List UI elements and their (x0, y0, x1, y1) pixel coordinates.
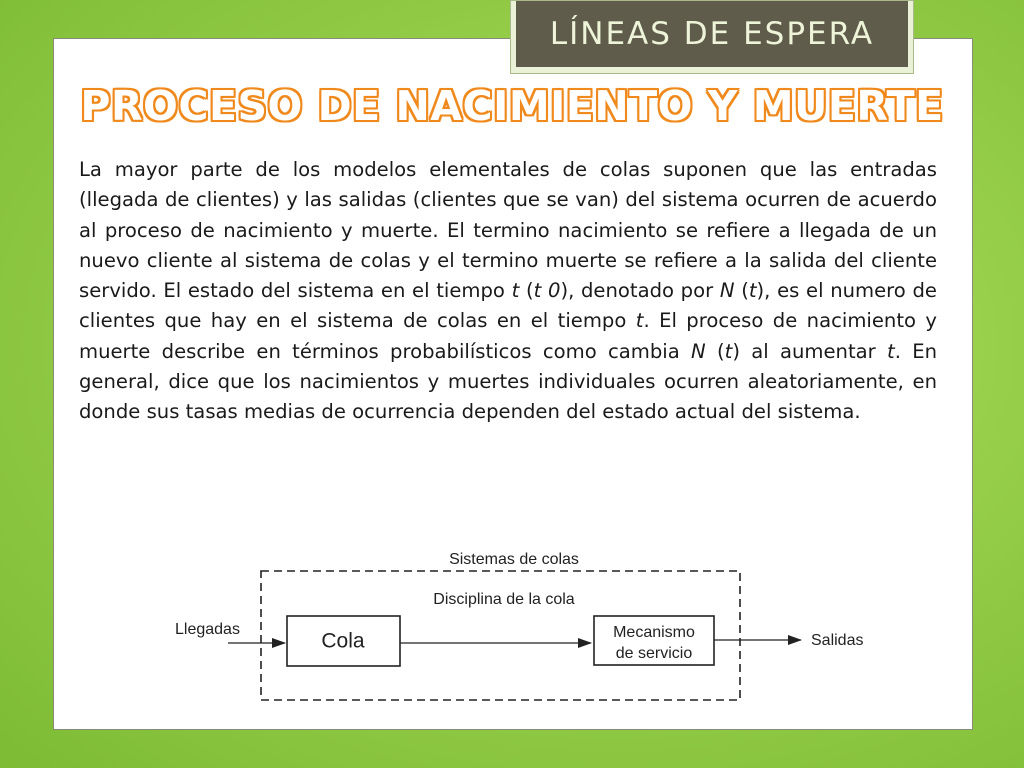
slide-title: PROCESO DE NACIMIENTO Y MUERTE (80, 82, 944, 130)
paragraph-segment: t (724, 339, 733, 363)
paragraph-segment: ( (519, 279, 534, 303)
discipline-label: Disciplina de la cola (433, 591, 575, 608)
system-label: Sistemas de colas (449, 551, 579, 568)
paragraph-segment: La mayor parte de los modelos elementales de colas suponen que las entradas (llegada de clientes) y las salidas (clientes que se van) del sistema ocurren de acuerdo al proceso de nacimiento y muerte. El termino nacimiento se refiere a llegada de un nuevo cliente al sistema de colas y el termino muerte se refiere a la salida del cliente servido. El estado del sistema en el tiempo (79, 158, 937, 303)
body-paragraph (79, 155, 937, 428)
paragraph-segment: ( (705, 339, 725, 363)
paragraph-segment: ) al aumentar (732, 339, 888, 363)
service-mechanism-label-2: de servicio (615, 645, 693, 662)
paragraph-segment: t (635, 309, 644, 333)
queue-system-diagram (165, 540, 895, 715)
paragraph-segment: . El proceso de nacimiento y muerte describe en términos probabilísticos como cambia (79, 309, 938, 363)
paragraph-segment: t (748, 279, 757, 303)
header-tab-inner (516, 1, 908, 67)
input-label: Llegadas (175, 621, 240, 638)
service-mechanism-label-1: Mecanismo (613, 624, 695, 641)
paragraph-segment: ( (734, 279, 749, 303)
paragraph-segment: t 0 (533, 279, 561, 303)
header-title: LÍNEAS DE ESPERA (549, 16, 875, 52)
paragraph-segment: ), denotado por (560, 279, 720, 303)
header-tab (510, 0, 914, 74)
paragraph-segment: ), es el numero de clientes que hay en el sistema de colas en el tiempo (79, 279, 937, 333)
output-label: Salidas (811, 632, 864, 649)
queue-label: Cola (321, 629, 365, 653)
paragraph-segment: t (887, 339, 895, 363)
paragraph-segment: N (719, 279, 735, 303)
paragraph-segment: . En general, dice que los nacimientos y muertes individuales ocurren aleatoriamente, en donde sus tasas medias de ocurrencia dependen del estado actual del sistema. (79, 339, 938, 424)
paragraph-segment: N (691, 339, 706, 363)
paragraph-segment: t (511, 279, 520, 303)
